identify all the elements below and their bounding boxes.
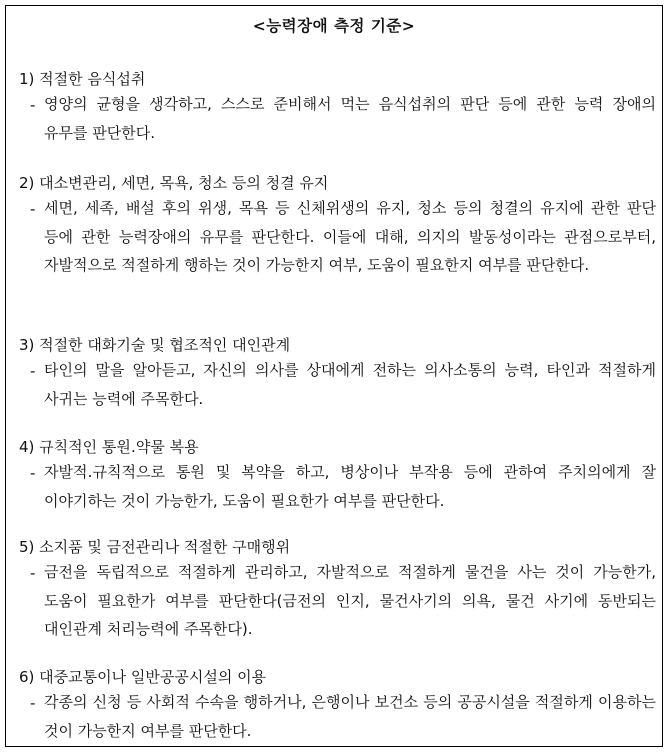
criteria-heading: 2) 대소변관리, 세면, 목욕, 청소 등의 청결 유지 xyxy=(19,174,329,192)
criteria-description: 자발적․규칙적으로 통원 및 복약을 하고, 병상이나 부작용 등에 관하여 주치의에게 잘 이야기하는 것이 가능한가, 도움이 필요한가 여부를 판단한다. xyxy=(44,463,656,510)
criteria-description: 영양의 균형을 생각하고, 스스로 준비해서 먹는 음식섭취의 판단 등에 관한 능력 장애의 유무를 판단한다. xyxy=(44,95,656,142)
criteria-heading: 5) 소지품 및 금전관리나 적절한 구매행위 xyxy=(19,538,291,556)
criteria-heading: 6) 대중교통이나 일반공공시설의 이용 xyxy=(19,668,267,686)
criteria-box xyxy=(5,5,663,747)
bullet-dash: - xyxy=(30,362,36,380)
bullet-dash: - xyxy=(30,96,36,114)
criteria-heading: 4) 규칙적인 통원․약물 복용 xyxy=(19,438,199,456)
page-title: <능력장애 측정 기준> xyxy=(252,17,416,35)
criteria-heading: 1) 적절한 음식섭취 xyxy=(19,70,146,88)
criteria-description: 금전을 독립적으로 적절하게 관리하고, 자발적으로 적절하게 물건을 사는 것이 가능한가, 도움이 필요한가 여부를 판단한다(금전의 인지, 물건사기의 의욕, 물건 사기에 동반되는 대인관계 처리능력에 주목한다). xyxy=(44,563,656,638)
criteria-description: 각종의 신청 등 사회적 수속을 행하거나, 은행이나 보건소 등의 공공시설을 적절하게 이용하는 것이 가능한지 여부를 판단한다. xyxy=(44,693,656,740)
criteria-description: 세면, 세족, 배설 후의 위생, 목욕 등 신체위생의 유지, 청소 등의 청결의 유지에 관한 판단 등에 관한 능력장애의 유무를 판단한다. 이들에 대해, 의지의 발동성이라는 관점으로부터, 자발적으로 적절하게 행하는 것이 가능한지 여부, 도움이 필요한지 여부를 판단한다. xyxy=(44,199,656,274)
criteria-description: 타인의 말을 알아듣고, 자신의 의사를 상대에게 전하는 의사소통의 능력, 타인과 적절하게 사귀는 능력에 주목한다. xyxy=(44,361,656,408)
bullet-dash: - xyxy=(30,200,36,218)
bullet-dash: - xyxy=(30,694,36,712)
criteria-heading: 3) 적절한 대화기술 및 협조적인 대인관계 xyxy=(19,336,291,354)
bullet-dash: - xyxy=(30,464,36,482)
bullet-dash: - xyxy=(30,564,36,582)
